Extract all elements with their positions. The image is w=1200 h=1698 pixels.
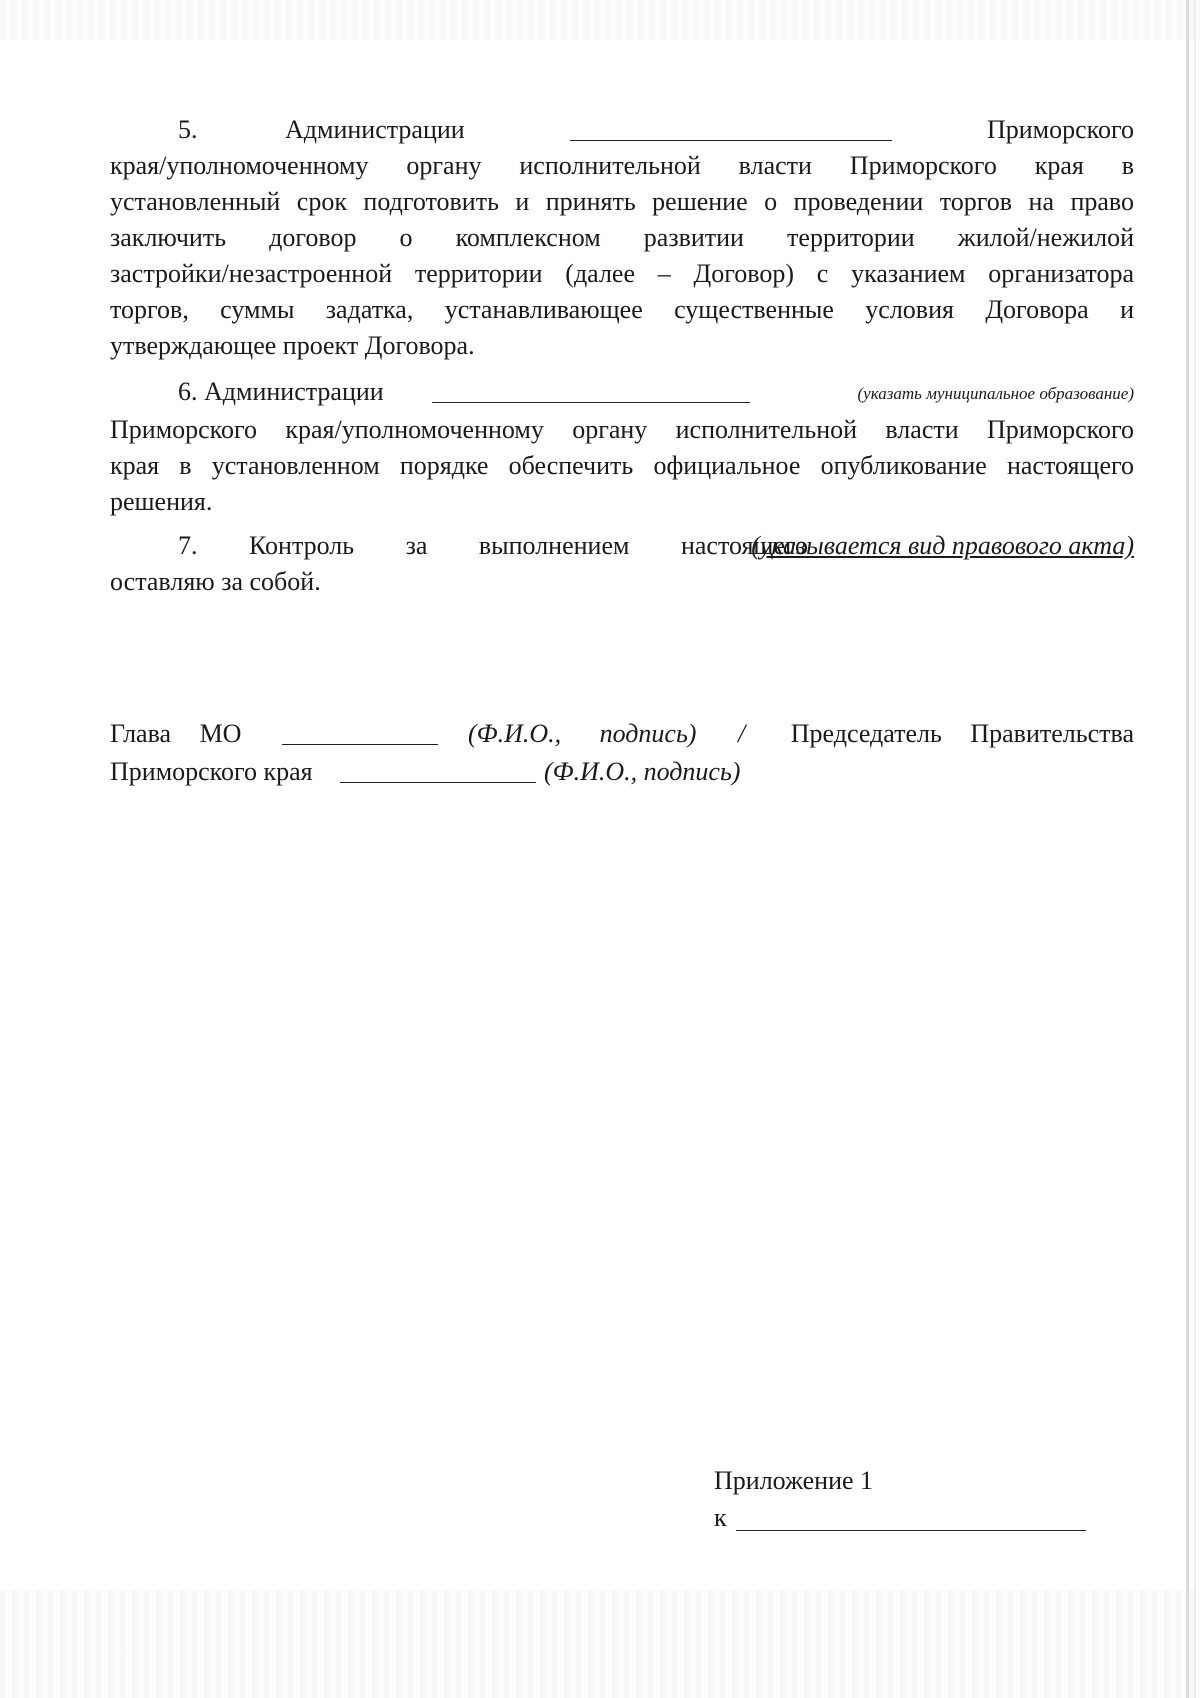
municipality-hint: (указать муниципальное образование) [857, 384, 1134, 403]
paragraph-7-tail: оставляю за собой. [110, 567, 321, 596]
scan-edge-line [1186, 0, 1189, 1698]
paragraph-6-first-line [110, 374, 1134, 410]
municipality-blank [570, 118, 892, 141]
chairman-title: Председатель Правительства [790, 719, 1134, 748]
paragraph-5-line: установленный срок подготовить и принять решение о проведении торгов на право [110, 187, 1134, 216]
appendix-k: к [714, 1503, 727, 1532]
appendix-blank [736, 1508, 1086, 1531]
paragraph-5-line: края/уполномоченному органу исполнительной власти Приморского края в [110, 151, 1134, 180]
separator-slash: / [738, 719, 746, 748]
paragraph-5-first-line [110, 112, 1134, 148]
appendix-title: Приложение 1 [714, 1466, 874, 1495]
scan-noise-bottom [0, 1590, 1200, 1698]
municipality-blank [432, 380, 750, 403]
paragraph-5-line: застройки/незастроенной территории (далее – Договор) с указанием организатора [110, 259, 1134, 288]
paragraph-6-lead: 6. Администрации [178, 377, 384, 406]
head-label [110, 716, 241, 752]
paragraph-5-region: Приморского [986, 115, 1134, 144]
signature-line-1 [110, 716, 1134, 752]
paragraph-6-line: решения. [110, 487, 213, 516]
head-label-text: Глава МО [110, 719, 242, 748]
region-label: Приморского края [110, 757, 313, 786]
paragraph-5-administration: Администрации [285, 115, 465, 144]
paragraph-6-line: Приморского края/уполномоченному органу исполнительной власти Приморского [110, 415, 1134, 444]
signature-blank-2 [340, 760, 536, 783]
scan-noise-top [0, 0, 1200, 40]
paragraph-5-line: утверждающее проект Договора. [110, 331, 475, 360]
paragraph-5-line: торгов, суммы задатка, устанавливающее существенные условия Договора и [110, 295, 1134, 324]
paragraph-6-line: края в установленном порядке обеспечить официальное опубликование настоящего [110, 451, 1134, 480]
legal-act-type: (указывается вид правового акта) [751, 531, 1134, 560]
fio-signature-2: (Ф.И.О., подпись) [544, 757, 741, 786]
signature-line-2 [110, 754, 1134, 790]
paragraph-7-first-line [110, 528, 1134, 564]
scan-edge-line-2 [1194, 0, 1196, 1698]
appendix-reference [714, 1500, 1114, 1536]
paragraph-5-line: заключить договор о комплексном развитии территории жилой/нежилой [110, 223, 1134, 252]
fio-signature-1: (Ф.И.О., подпись) [468, 719, 697, 748]
paragraph-7-lead: 7. Контроль за выполнением настоящего [178, 531, 808, 560]
paragraph-5-number: 5. [178, 115, 198, 144]
signature-blank-1 [282, 722, 438, 745]
